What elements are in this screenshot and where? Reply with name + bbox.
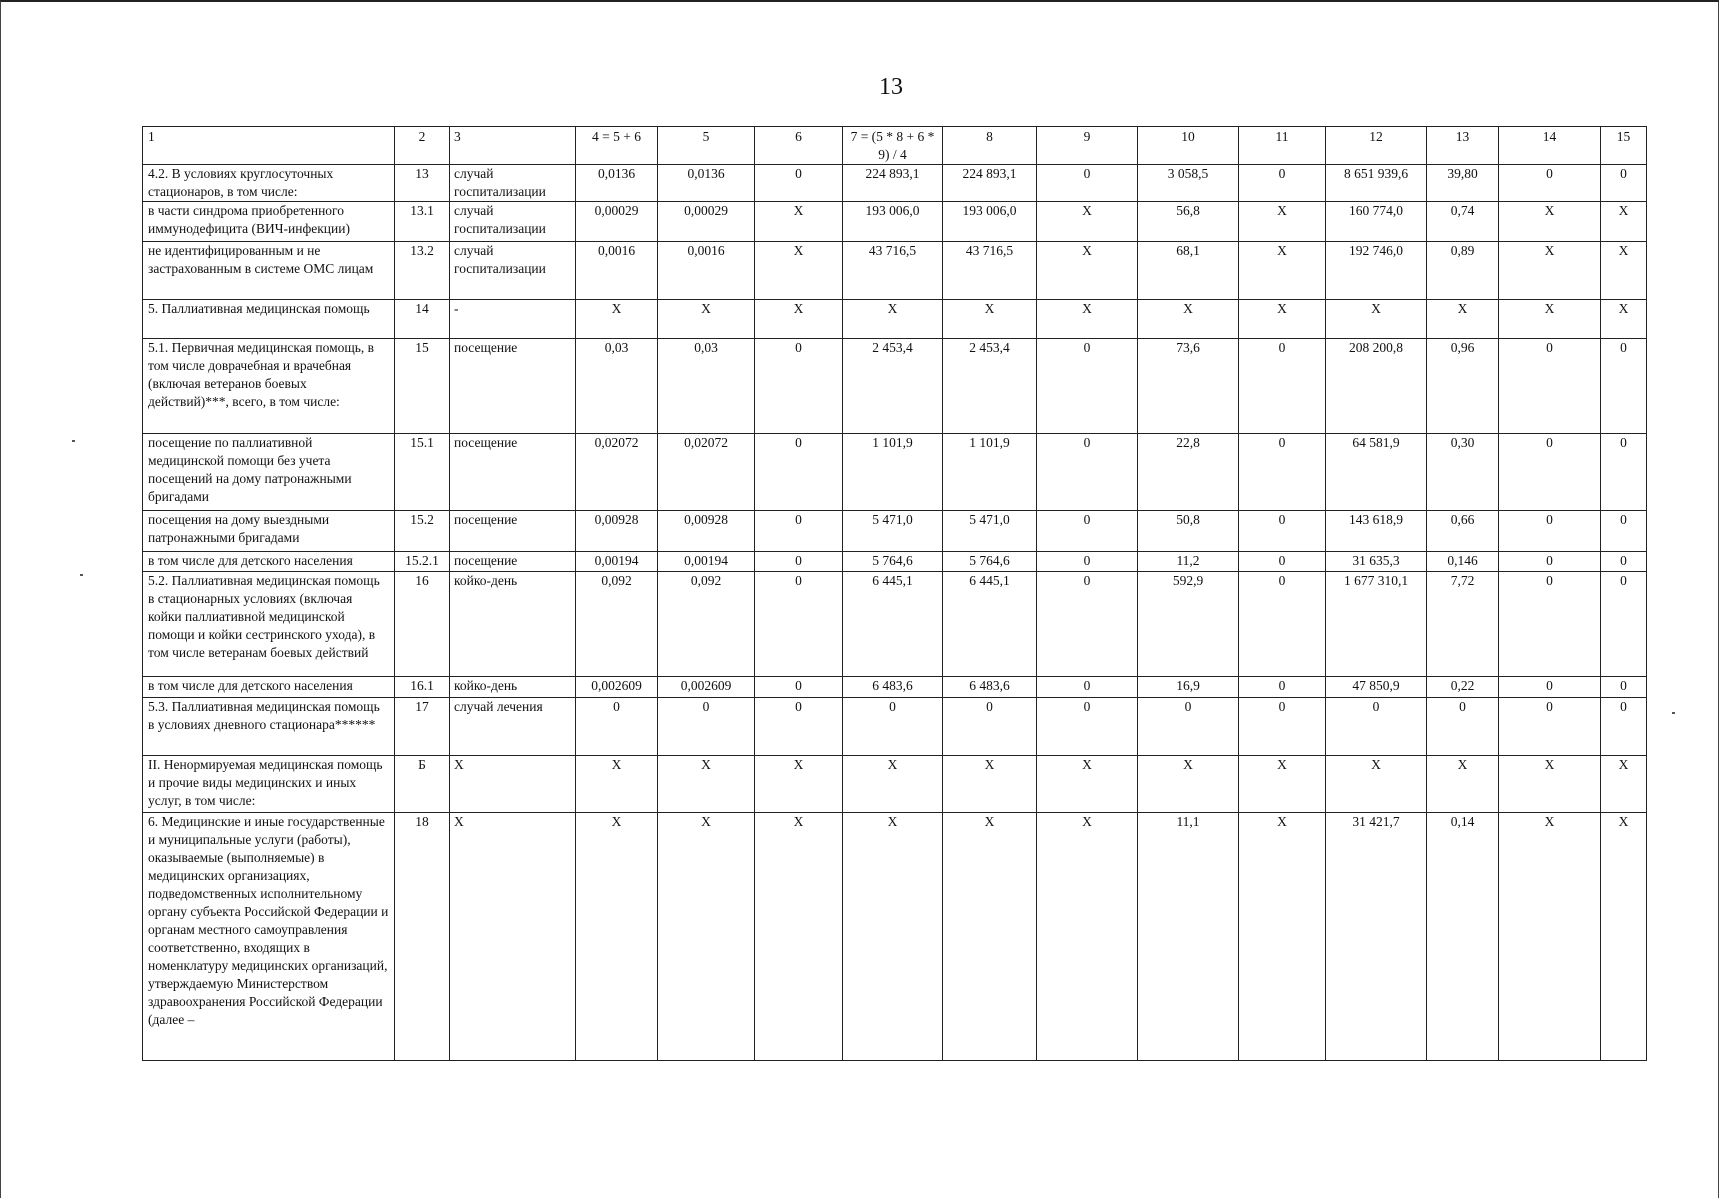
table-header-row [143, 127, 1647, 165]
table-cell: 0,30 [1427, 434, 1499, 511]
table-cell: Х [1326, 300, 1427, 339]
table-row [143, 677, 1647, 698]
table-cell: 56,8 [1138, 202, 1239, 242]
table-cell: 13.2 [395, 242, 450, 300]
table-cell: 64 581,9 [1326, 434, 1427, 511]
table-cell: 5.2. Паллиативная медицинская помощь в стационарных условиях (включая койки паллиативной медицинской помощи и койки сестринского ухода), в том числе ветеранам боевых действий [143, 572, 395, 677]
table-cell: Х [755, 300, 843, 339]
table-cell: 0 [755, 698, 843, 756]
table-cell: 1 101,9 [943, 434, 1037, 511]
table-cell: 0 [843, 698, 943, 756]
table-cell: 0 [1239, 572, 1326, 677]
table-row [143, 339, 1647, 434]
table-cell: Х [1239, 300, 1326, 339]
header-cell: 7 = (5 * 8 + 6 * 9) / 4 [843, 127, 943, 165]
table-cell: Х [1601, 756, 1647, 813]
table-cell: Х [1427, 756, 1499, 813]
table-cell: 0 [1037, 552, 1138, 572]
table-cell: 0,0016 [658, 242, 755, 300]
table-cell: 0 [755, 572, 843, 677]
table-cell: случай госпитализации [450, 165, 576, 202]
table-cell: 0,092 [576, 572, 658, 677]
header-cell: 15 [1601, 127, 1647, 165]
table-cell: 0 [1601, 339, 1647, 434]
table-cell: II. Ненормируемая медицинская помощь и прочие виды медицинских и иных услуг, в том числе: [143, 756, 395, 813]
table-cell: 11,2 [1138, 552, 1239, 572]
table-cell: Х [755, 813, 843, 1061]
table-cell: Х [1138, 756, 1239, 813]
table-row [143, 552, 1647, 572]
table-cell: 0 [1499, 677, 1601, 698]
table-cell: 0 [1499, 552, 1601, 572]
table-cell: 0 [1037, 511, 1138, 552]
header-cell: 8 [943, 127, 1037, 165]
table-cell: Х [1601, 202, 1647, 242]
table-cell: 47 850,9 [1326, 677, 1427, 698]
table-cell: - [450, 300, 576, 339]
table-cell: 11,1 [1138, 813, 1239, 1061]
table-cell: 0,89 [1427, 242, 1499, 300]
table-cell: Х [658, 813, 755, 1061]
table-row [143, 756, 1647, 813]
table-cell: 0 [1239, 698, 1326, 756]
table-cell: случай госпитализации [450, 202, 576, 242]
table-cell: 0 [1499, 434, 1601, 511]
header-cell: 12 [1326, 127, 1427, 165]
header-cell: 14 [1499, 127, 1601, 165]
table-cell: 13.1 [395, 202, 450, 242]
table-cell: Х [843, 300, 943, 339]
table-cell: 0 [1239, 165, 1326, 202]
table-cell: 0,22 [1427, 677, 1499, 698]
table-cell: 0 [1037, 572, 1138, 677]
table-row [143, 300, 1647, 339]
table-cell: 18 [395, 813, 450, 1061]
scan-speck [80, 574, 83, 576]
table-cell: 0,14 [1427, 813, 1499, 1061]
table-cell: 0,0016 [576, 242, 658, 300]
table-cell: посещение [450, 552, 576, 572]
table-cell: 5 764,6 [943, 552, 1037, 572]
table-cell: 0,03 [576, 339, 658, 434]
table-cell: Х [943, 756, 1037, 813]
table-cell: 13 [395, 165, 450, 202]
table-cell: посещение [450, 339, 576, 434]
table-cell: 0 [1601, 511, 1647, 552]
table-cell: Х [1239, 242, 1326, 300]
table-cell: 6 445,1 [843, 572, 943, 677]
table-cell: 0 [1037, 698, 1138, 756]
table-cell: 0 [1499, 511, 1601, 552]
header-cell: 10 [1138, 127, 1239, 165]
table-cell: 193 006,0 [943, 202, 1037, 242]
table-cell: Х [1601, 813, 1647, 1061]
table-cell: 16.1 [395, 677, 450, 698]
table-cell: 6 445,1 [943, 572, 1037, 677]
header-cell: 13 [1427, 127, 1499, 165]
table-row [143, 202, 1647, 242]
table-cell: 0 [1239, 434, 1326, 511]
table-cell: 0 [1326, 698, 1427, 756]
table-cell: 6 483,6 [843, 677, 943, 698]
table-cell: 0 [1499, 339, 1601, 434]
table-cell: 73,6 [1138, 339, 1239, 434]
table-cell: в части синдрома приобретенного иммунодефицита (ВИЧ-инфекции) [143, 202, 395, 242]
table-cell: 68,1 [1138, 242, 1239, 300]
table-cell: 39,80 [1427, 165, 1499, 202]
table-cell: Х [1037, 756, 1138, 813]
table-cell: 0,02072 [576, 434, 658, 511]
table-cell: случай лечения [450, 698, 576, 756]
table-row [143, 242, 1647, 300]
table-cell: Х [658, 300, 755, 339]
table-cell: 6. Медицинские и иные государственные и муниципальные услуги (работы), оказываемые (выполняемые) в медицинских организациях, подведомственных исполнительному органу субъекта Российской Федерации и органам местного самоуправления соответственно, входящих в номенклатуру медицинских организаций, утверждаемую Министерством здравоохранения Российской Федерации (далее – [143, 813, 395, 1061]
table-cell: 0 [755, 339, 843, 434]
table-row [143, 511, 1647, 552]
table-cell: 16 [395, 572, 450, 677]
table-cell: 0 [1239, 677, 1326, 698]
table-cell: 0 [1239, 552, 1326, 572]
table-cell: Х [1037, 242, 1138, 300]
table-cell: 0,00194 [576, 552, 658, 572]
table-cell: 0,002609 [576, 677, 658, 698]
table-row [143, 165, 1647, 202]
table-cell: 4.2. В условиях круглосуточных стационаров, в том числе: [143, 165, 395, 202]
table-cell: Х [1239, 756, 1326, 813]
table-cell: 208 200,8 [1326, 339, 1427, 434]
table-cell: 5 764,6 [843, 552, 943, 572]
table-cell: 0,00029 [658, 202, 755, 242]
table-cell: 0,66 [1427, 511, 1499, 552]
table-cell: 16,9 [1138, 677, 1239, 698]
table-cell: 31 421,7 [1326, 813, 1427, 1061]
table-cell: 160 774,0 [1326, 202, 1427, 242]
table-cell: 0 [1601, 552, 1647, 572]
table-cell: 0 [1601, 572, 1647, 677]
table-cell: 17 [395, 698, 450, 756]
table-cell: Х [576, 300, 658, 339]
table-cell: 0 [1601, 434, 1647, 511]
table-cell: Х [1239, 202, 1326, 242]
table-cell: 0,96 [1427, 339, 1499, 434]
table-cell: 0 [1138, 698, 1239, 756]
table-cell: Х [1239, 813, 1326, 1061]
table-cell: в том числе для детского населения [143, 552, 395, 572]
table-cell: 0 [1601, 677, 1647, 698]
table-cell: 143 618,9 [1326, 511, 1427, 552]
table-cell: 5.1. Первичная медицинская помощь, в том числе доврачебная и врачебная (включая ветеранов боевых действий)***, всего, в том числе: [143, 339, 395, 434]
table-cell: 0 [1601, 698, 1647, 756]
table-cell: Х [843, 756, 943, 813]
table-cell: 0 [1427, 698, 1499, 756]
table-cell: Х [576, 756, 658, 813]
table-cell: Х [943, 813, 1037, 1061]
table-cell: 0,0136 [576, 165, 658, 202]
scan-speck [1672, 712, 1675, 714]
table-cell: 0 [755, 552, 843, 572]
table-cell: Х [1499, 242, 1601, 300]
table-cell: 5 471,0 [943, 511, 1037, 552]
table-cell: 43 716,5 [943, 242, 1037, 300]
table-cell: 15.2.1 [395, 552, 450, 572]
table-cell: 0,00928 [576, 511, 658, 552]
table-cell: Х [1499, 756, 1601, 813]
table-cell: 31 635,3 [1326, 552, 1427, 572]
table-cell: Х [843, 813, 943, 1061]
table-cell: 5. Паллиативная медицинская помощь [143, 300, 395, 339]
table-cell: в том числе для детского населения [143, 677, 395, 698]
table-cell: Х [1499, 202, 1601, 242]
table-cell: 192 746,0 [1326, 242, 1427, 300]
header-cell: 3 [450, 127, 576, 165]
table-cell: 15.1 [395, 434, 450, 511]
table-cell: Х [1037, 300, 1138, 339]
header-cell: 9 [1037, 127, 1138, 165]
table-cell: 1 101,9 [843, 434, 943, 511]
table-cell: Х [576, 813, 658, 1061]
table-cell: 0 [1239, 511, 1326, 552]
table-cell: 224 893,1 [843, 165, 943, 202]
table-cell: 0,00194 [658, 552, 755, 572]
table-cell: 0,092 [658, 572, 755, 677]
financing-table [142, 126, 1647, 1061]
table-cell: 0 [1499, 698, 1601, 756]
table-cell: 0 [755, 165, 843, 202]
header-cell: 4 = 5 + 6 [576, 127, 658, 165]
table-cell: Х [1138, 300, 1239, 339]
table-cell: Х [1037, 202, 1138, 242]
table-cell: Х [1601, 300, 1647, 339]
table-cell: 7,72 [1427, 572, 1499, 677]
header-cell: 5 [658, 127, 755, 165]
table-cell: 224 893,1 [943, 165, 1037, 202]
table-cell: 0,03 [658, 339, 755, 434]
table-cell: 0 [755, 434, 843, 511]
table-cell: 1 677 310,1 [1326, 572, 1427, 677]
table-cell: посещение [450, 511, 576, 552]
table-cell: 5 471,0 [843, 511, 943, 552]
header-cell: 2 [395, 127, 450, 165]
header-cell: 1 [143, 127, 395, 165]
table-cell: 2 453,4 [943, 339, 1037, 434]
table-cell: посещение по паллиативной медицинской помощи без учета посещений на дому патронажными бригадами [143, 434, 395, 511]
table-cell: 14 [395, 300, 450, 339]
table-cell: 0 [1239, 339, 1326, 434]
table-cell: посещения на дому выездными патронажными бригадами [143, 511, 395, 552]
table-cell: Х [755, 242, 843, 300]
table-cell: 592,9 [1138, 572, 1239, 677]
table-cell: 0 [1037, 339, 1138, 434]
table-cell: 0 [1037, 165, 1138, 202]
table-cell: 0 [943, 698, 1037, 756]
page-number: 13 [879, 74, 903, 100]
table-cell: 8 651 939,6 [1326, 165, 1427, 202]
table-cell: Х [450, 813, 576, 1061]
table-cell: 15 [395, 339, 450, 434]
table-cell: 0,002609 [658, 677, 755, 698]
table-cell: 0 [755, 677, 843, 698]
table-cell: 0 [1037, 677, 1138, 698]
table-cell: посещение [450, 434, 576, 511]
table-cell: 0 [1499, 165, 1601, 202]
table-cell: Х [1326, 756, 1427, 813]
table-cell: Х [1427, 300, 1499, 339]
table-cell: Х [1499, 300, 1601, 339]
table-cell: 0 [658, 698, 755, 756]
table-cell: койко-день [450, 677, 576, 698]
table-cell: Х [1601, 242, 1647, 300]
table-row [143, 572, 1647, 677]
table-cell: Х [1037, 813, 1138, 1061]
table-cell: 2 453,4 [843, 339, 943, 434]
table-cell: 50,8 [1138, 511, 1239, 552]
scan-speck [72, 440, 75, 442]
table-cell: 0,146 [1427, 552, 1499, 572]
table-cell: 3 058,5 [1138, 165, 1239, 202]
table-cell: случай госпитализации [450, 242, 576, 300]
table-cell: койко-день [450, 572, 576, 677]
table-cell: 0,0136 [658, 165, 755, 202]
table-cell: 15.2 [395, 511, 450, 552]
table-cell: 6 483,6 [943, 677, 1037, 698]
header-cell: 11 [1239, 127, 1326, 165]
table-cell: 0 [1037, 434, 1138, 511]
table-cell: Б [395, 756, 450, 813]
header-cell: 6 [755, 127, 843, 165]
table-cell: 0,74 [1427, 202, 1499, 242]
table-cell: Х [755, 202, 843, 242]
table-cell: 43 716,5 [843, 242, 943, 300]
table-cell: Х [450, 756, 576, 813]
table-cell: 0 [576, 698, 658, 756]
table-cell: 0,00928 [658, 511, 755, 552]
table-cell: 0 [1499, 572, 1601, 677]
table-cell: Х [1499, 813, 1601, 1061]
table-cell: Х [658, 756, 755, 813]
table-cell: 0,00029 [576, 202, 658, 242]
table-cell: 0 [1601, 165, 1647, 202]
table-cell: 22,8 [1138, 434, 1239, 511]
table-cell: Х [755, 756, 843, 813]
table-row [143, 434, 1647, 511]
table-cell: 193 006,0 [843, 202, 943, 242]
table-cell: 0,02072 [658, 434, 755, 511]
table-row [143, 813, 1647, 1061]
table-cell: Х [943, 300, 1037, 339]
table-cell: 5.3. Паллиативная медицинская помощь в условиях дневного стационара****** [143, 698, 395, 756]
table-row [143, 698, 1647, 756]
table-cell: 0 [755, 511, 843, 552]
table-cell: не идентифицированным и не застрахованным в системе ОМС лицам [143, 242, 395, 300]
